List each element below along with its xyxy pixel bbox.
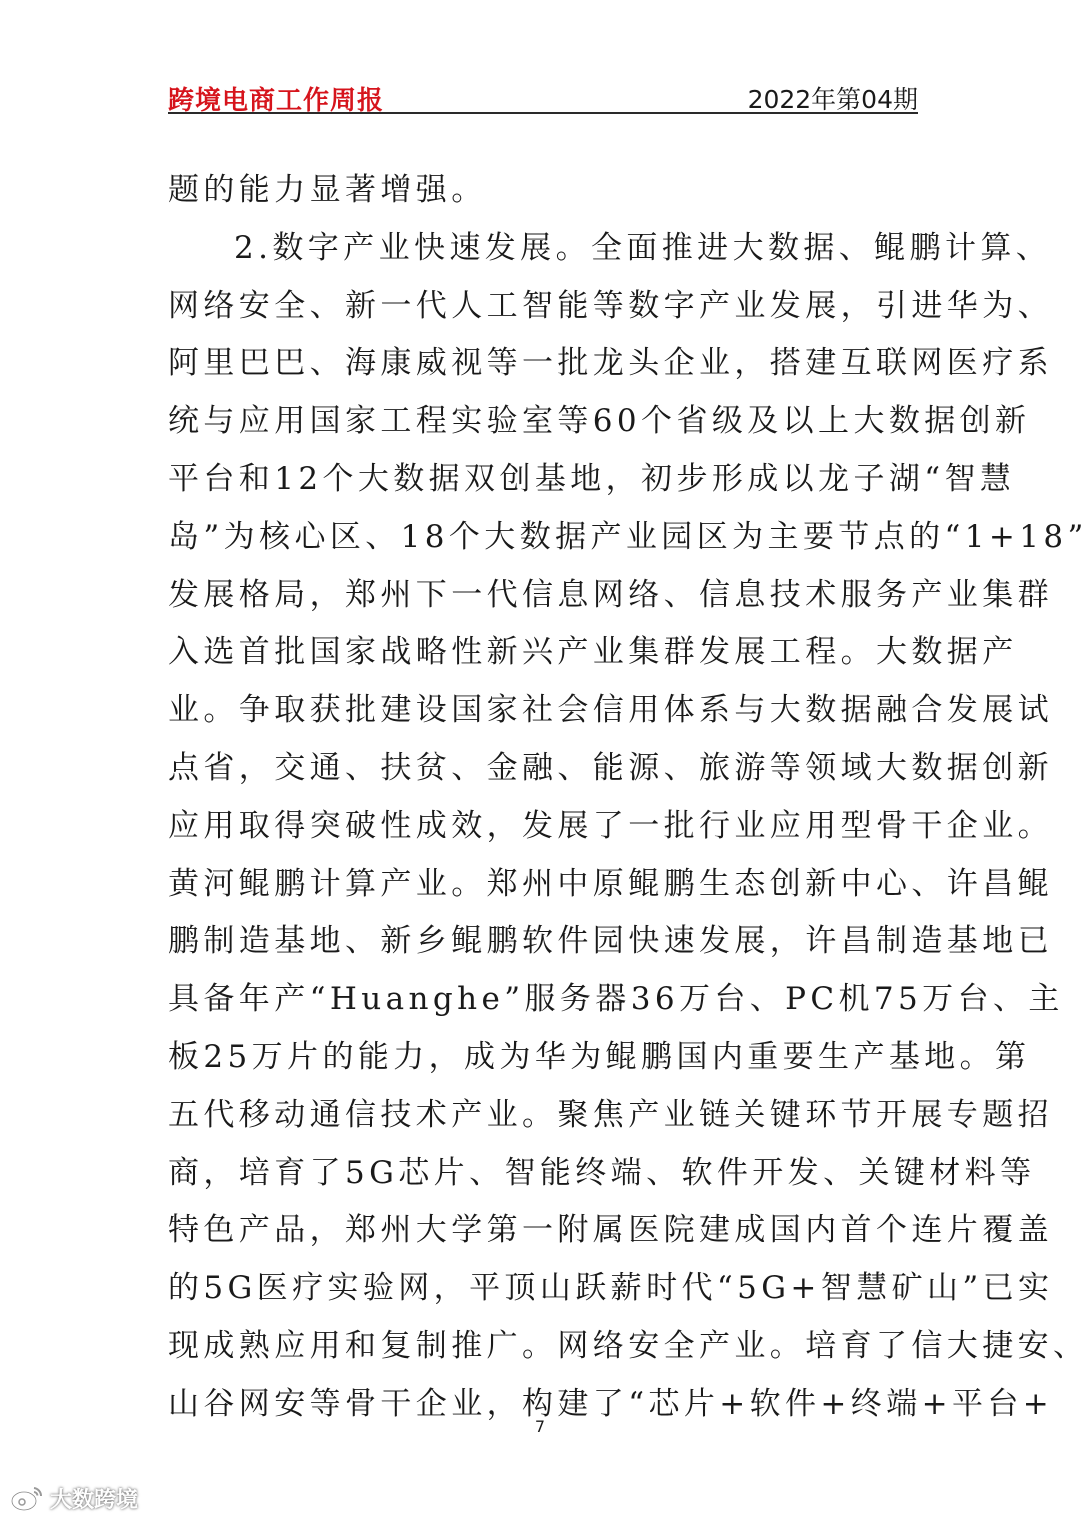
- page-number: 7: [534, 1417, 546, 1436]
- text-line: 山谷网安等骨干企业，构建了“芯片+软件+终端+平台+: [168, 1385, 1054, 1422]
- issue-number: 2022年第04期: [747, 85, 918, 114]
- text-line: 应用取得突破性成效，发展了一批行业应用型骨干企业。: [168, 807, 1053, 844]
- text-line: 发展格局，郑州下一代信息网络、信息技术服务产业集群: [168, 576, 1053, 613]
- text-line: 点省，交通、扶贫、金融、能源、旅游等领域大数据创新: [168, 749, 1053, 786]
- text-line: 具备年产“Huanghe”服务器36万台、PC机75万台、主: [168, 981, 1064, 1018]
- page-header: [168, 72, 918, 114]
- text-line: 鹏制造基地、新乡鲲鹏软件园快速发展，许昌制造基地已: [168, 923, 1053, 960]
- report-title: 跨境电商工作周报: [168, 86, 385, 116]
- text-line: 业。争取获批建设国家社会信用体系与大数据融合发展试: [168, 692, 1053, 729]
- header-rule: [168, 112, 918, 114]
- text-line: 特色产品，郑州大学第一附属医院建成国内首个连片覆盖: [168, 1212, 1053, 1249]
- text-line: 题的能力显著增强。: [168, 172, 487, 208]
- body-text: [168, 162, 1088, 1434]
- text-line: 统与应用国家工程实验室等60个省级及以上大数据创新: [168, 403, 1031, 440]
- weibo-icon: [10, 1484, 44, 1512]
- text-line: 网络安全、新一代人工智能等数字产业发展，引进华为、: [168, 287, 1053, 324]
- watermark-text: 大数跨境: [50, 1487, 139, 1513]
- text-line: 现成熟应用和复制推广。网络安全产业。培育了信大捷安、: [168, 1327, 1088, 1364]
- text-line: 阿里巴巴、海康威视等一批龙头企业，搭建互联网医疗系: [168, 345, 1053, 382]
- text-line: 五代移动通信技术产业。聚焦产业链关键环节开展专题招: [168, 1096, 1053, 1133]
- text-line: 入选首批国家战略性新兴产业集群发展工程。大数据产: [168, 634, 1018, 671]
- text-line: 岛”为核心区、18个大数据产业园区为主要节点的“1+18”: [168, 518, 1088, 555]
- text-line: 平台和12个大数据双创基地，初步形成以龙子湖“智慧: [168, 460, 1016, 497]
- watermark: [10, 1480, 138, 1516]
- text-line: 黄河鲲鹏计算产业。郑州中原鲲鹏生态创新中心、许昌鲲: [168, 865, 1053, 902]
- text-line: 板25万片的能力，成为华为鲲鹏国内重要生产基地。第: [168, 1038, 1031, 1075]
- text-line: 商，培育了5G芯片、智能终端、软件开发、关键材料等: [168, 1154, 1036, 1191]
- text-line: 的5G医疗实验网，平顶山跃薪时代“5G+智慧矿山”已实: [168, 1270, 1054, 1307]
- text-line: 2.数字产业快速发展。全面推进大数据、鲲鹏计算、: [234, 229, 1052, 266]
